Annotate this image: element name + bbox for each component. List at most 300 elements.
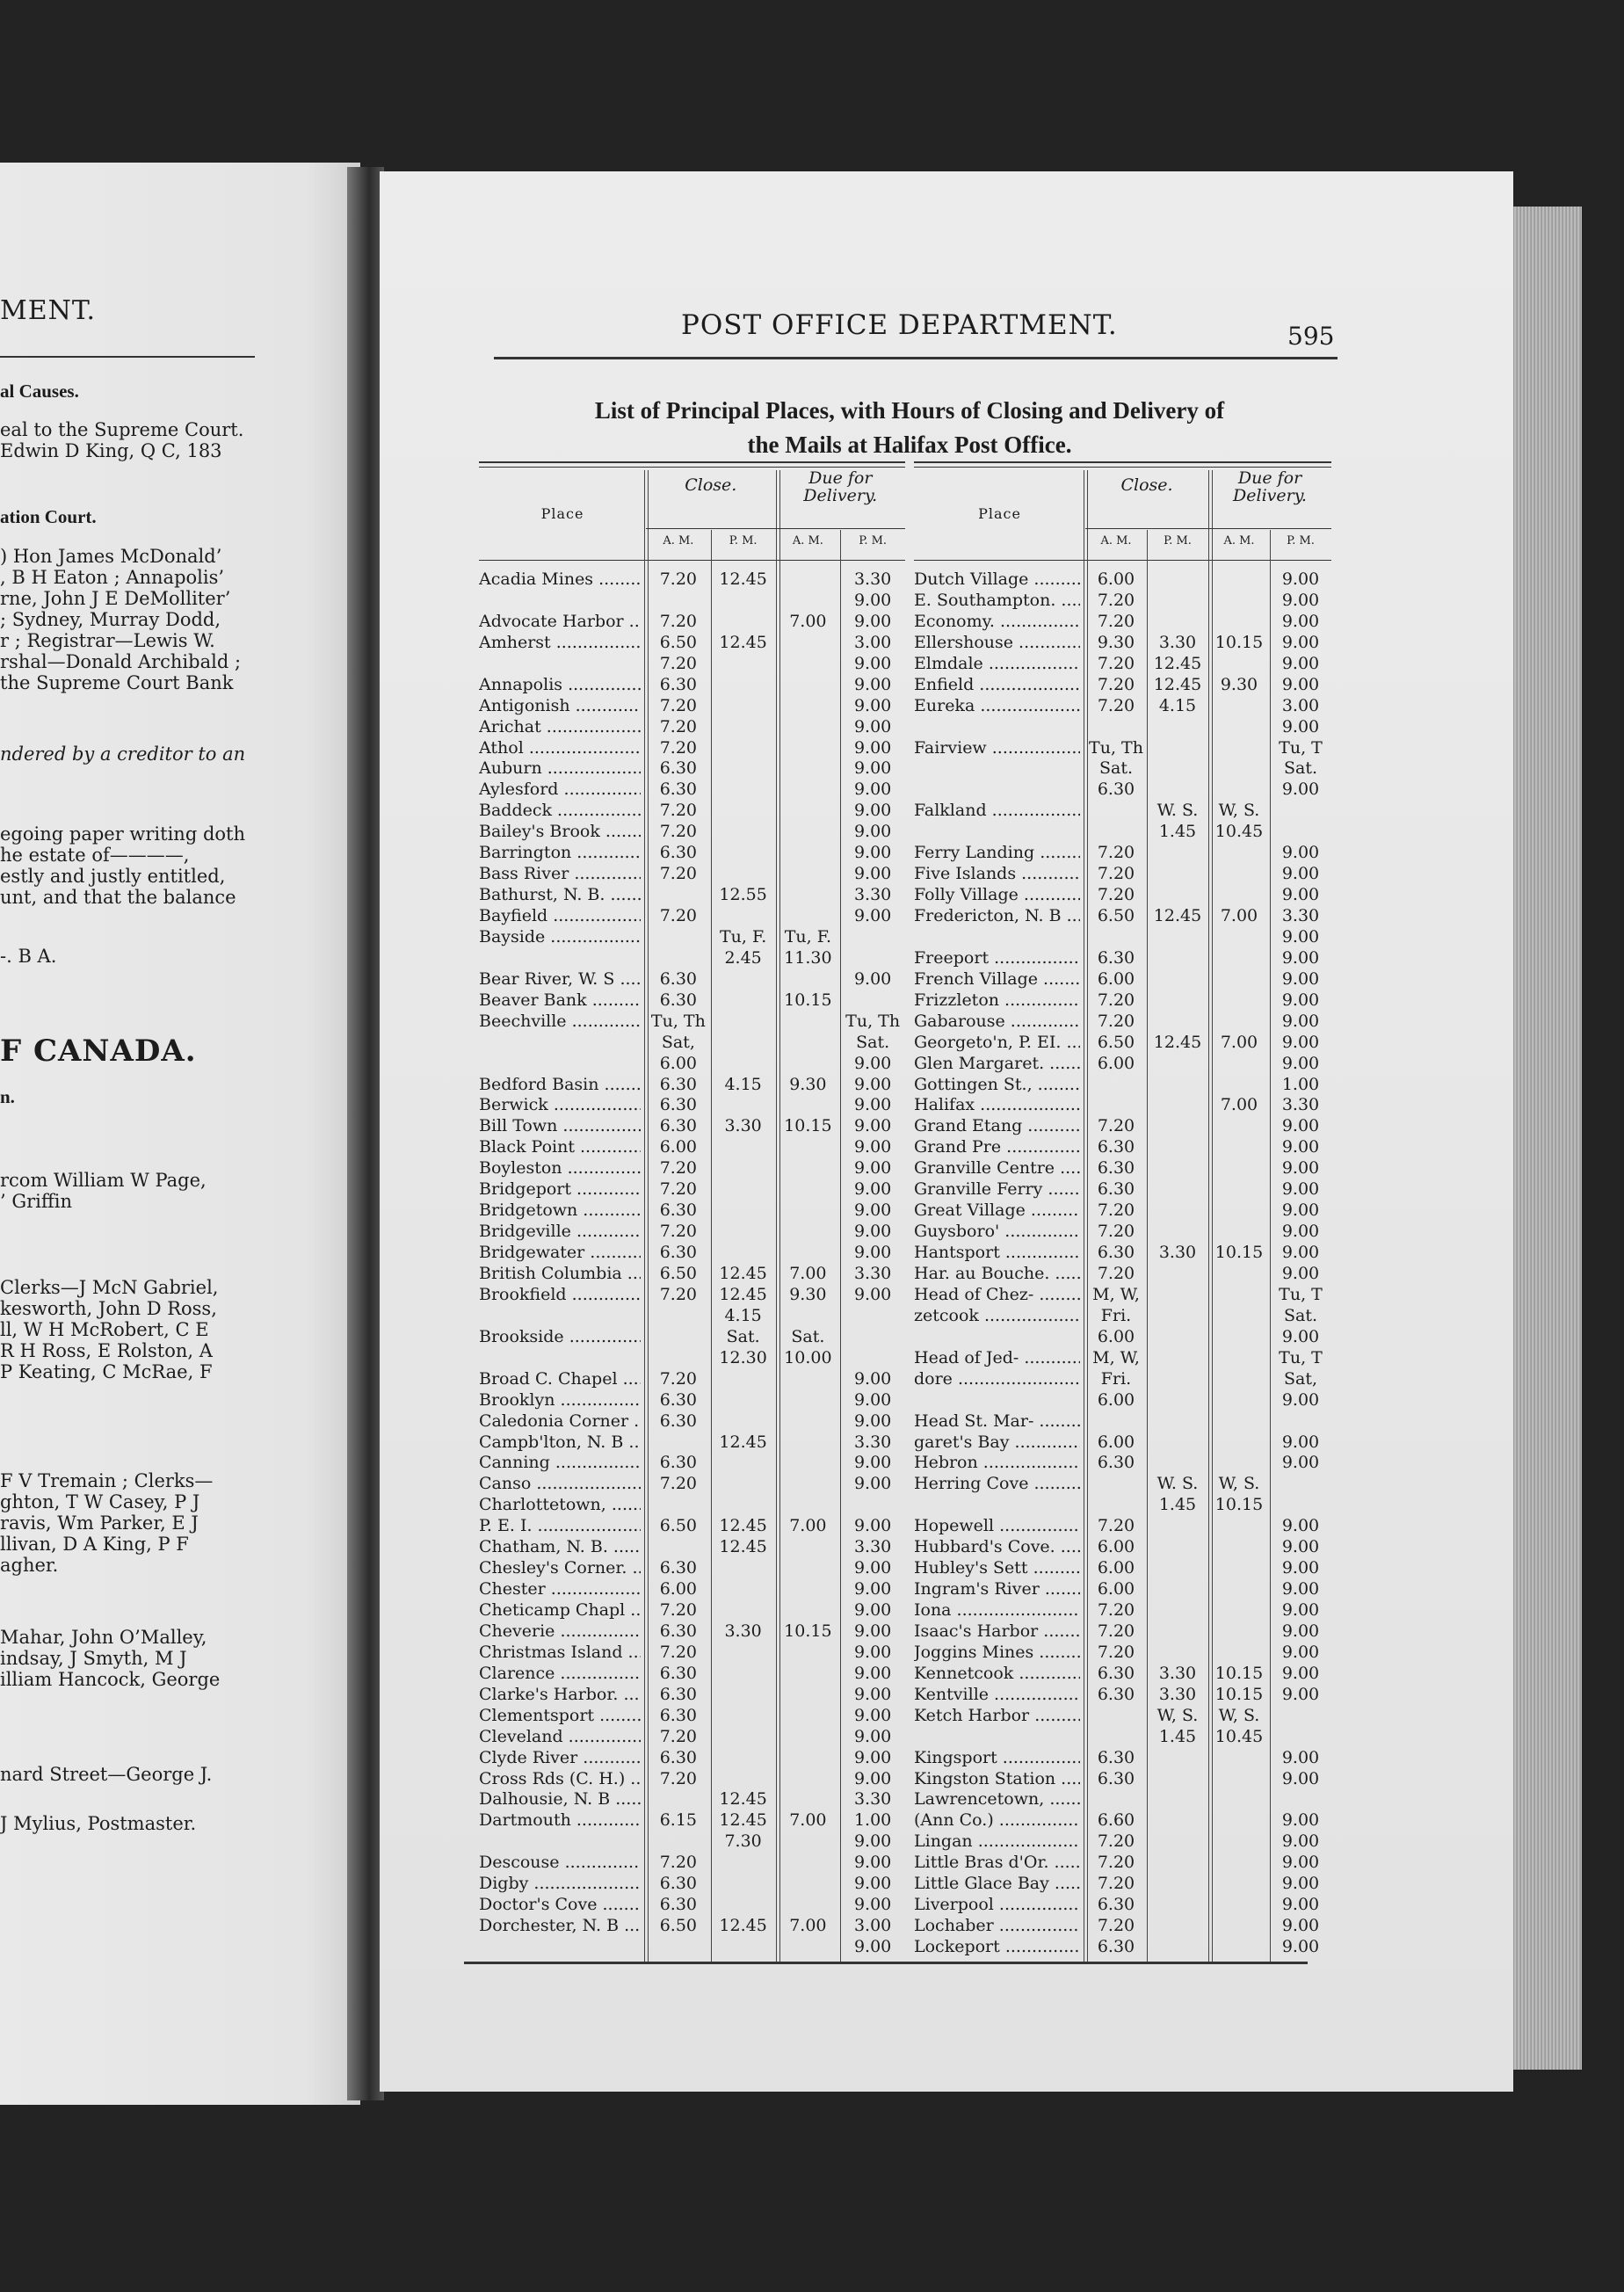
place-name: Canning ..... <box>479 1452 641 1473</box>
place-name: Falkland ..... <box>914 800 1080 821</box>
table-row <box>914 1810 1331 1831</box>
time-cell: 12.45 <box>719 1432 767 1452</box>
time-cell: 9.00 <box>853 716 892 736</box>
table-row <box>479 1074 905 1095</box>
place-name: Georgeto'n, P. EI. ..... <box>914 1032 1080 1053</box>
table-row <box>479 1473 905 1494</box>
time-cell: 9.00 <box>1281 843 1320 863</box>
time-cell: 7.20 <box>659 1222 698 1242</box>
place-name: Elmdale ..... <box>914 653 1080 674</box>
place-name: Bailey's Brook ..... <box>479 821 641 842</box>
time-cell: 9.00 <box>853 1642 892 1662</box>
time-cell: 7.20 <box>1097 885 1135 905</box>
table-row <box>479 1557 905 1578</box>
time-cell: 6.30 <box>659 1453 698 1473</box>
time-cell: 9.00 <box>853 801 892 821</box>
table-row <box>914 800 1331 821</box>
time-cell: 10.15 <box>1214 632 1264 652</box>
table-row <box>479 884 905 905</box>
time-cell: 7.20 <box>659 653 698 673</box>
place-name: Gottingen St., ..... <box>914 1074 1080 1095</box>
place-name: Cleveland ..... <box>479 1726 641 1747</box>
time-cell: 6.30 <box>659 843 698 863</box>
time-cell: 9.00 <box>853 1853 892 1873</box>
time-cell: 12.45 <box>1153 906 1202 926</box>
time-cell: 6.30 <box>1097 1179 1135 1200</box>
left-page-line: egoing paper writing doth <box>0 823 245 845</box>
time-cell: 1.00 <box>1281 1074 1320 1094</box>
table-row <box>479 1326 905 1347</box>
place-name: Campb'lton, N. B ..... <box>479 1432 641 1453</box>
time-cell: 7.20 <box>1097 990 1135 1010</box>
time-cell: 12.45 <box>1153 653 1202 673</box>
table-row <box>479 1263 905 1284</box>
table-row <box>914 1452 1331 1473</box>
time-cell: 9.00 <box>853 1453 892 1473</box>
left-page-line: agher. <box>0 1555 59 1576</box>
time-cell: 7.00 <box>789 1810 827 1831</box>
place-name: Grand Etang ..... <box>914 1115 1080 1136</box>
table-row <box>479 1452 905 1473</box>
time-cell: 9.00 <box>1281 1116 1320 1136</box>
table-top-rule <box>914 467 1331 468</box>
time-cell: 6.00 <box>1097 1432 1135 1452</box>
time-cell: Tu, F. <box>784 926 831 947</box>
place-name: Auburn ..... <box>479 758 641 779</box>
left-page-line: rcom William W Page, <box>0 1170 207 1191</box>
place-name: Hebron ..... <box>914 1452 1080 1473</box>
time-cell: 6.50 <box>659 632 698 652</box>
table-row <box>914 1263 1331 1284</box>
time-cell: 9.00 <box>1281 1243 1320 1263</box>
book-gutter <box>347 167 384 2100</box>
place-name: P. E. I. ..... <box>479 1515 641 1536</box>
time-cell: 9.00 <box>1281 1579 1320 1599</box>
place-name: Christmas Island ..... <box>479 1642 641 1663</box>
time-cell: 7.00 <box>789 1264 827 1283</box>
time-cell: 9.00 <box>1281 1326 1320 1346</box>
table-row <box>479 821 905 842</box>
place-name: Ingram's River ..... <box>914 1578 1080 1599</box>
table-row <box>914 1136 1331 1157</box>
table-row <box>479 1726 905 1747</box>
table-row <box>479 1642 905 1663</box>
time-cell: 10.15 <box>1214 1684 1264 1704</box>
time-cell: 9.00 <box>853 1243 892 1263</box>
time-cell: 12.45 <box>719 1537 767 1557</box>
time-cell: Fri. <box>1100 1368 1132 1389</box>
left-page-line: rshal—Donald Archibald ; <box>0 651 242 672</box>
time-cell: 7.00 <box>1220 1032 1258 1052</box>
time-cell: 6.00 <box>659 1137 698 1157</box>
time-cell: Sat. <box>726 1326 760 1346</box>
time-cell: 6.15 <box>659 1810 698 1831</box>
place-name: Great Village ..... <box>914 1200 1080 1221</box>
place-name: Cross Rds (C. H.) ..... <box>479 1768 641 1789</box>
table-row <box>914 779 1331 800</box>
time-cell: 9.00 <box>853 1284 892 1304</box>
table-row <box>914 1284 1331 1305</box>
time-cell: 6.30 <box>659 1116 698 1136</box>
table-row <box>479 1053 905 1074</box>
table-row <box>479 1810 905 1831</box>
table-row <box>479 1389 905 1411</box>
time-cell: 12.55 <box>719 885 767 905</box>
place-name: Chesley's Corner. ..... <box>479 1557 641 1578</box>
place-name: Descouse ..... <box>479 1852 641 1873</box>
table-row <box>479 1432 905 1453</box>
time-cell: 9.00 <box>853 1516 892 1536</box>
table-row <box>914 1242 1331 1263</box>
time-cell: 9.00 <box>1281 1389 1320 1410</box>
table-row <box>914 1642 1331 1663</box>
table-row <box>914 990 1331 1011</box>
time-cell: 7.20 <box>1097 674 1135 694</box>
table-row <box>914 1389 1331 1411</box>
left-page-line: the Supreme Court Bank <box>0 672 234 693</box>
table-row <box>479 1032 905 1053</box>
table-row <box>914 1053 1331 1074</box>
time-cell: 9.00 <box>1281 1937 1320 1957</box>
left-page-line: unt, and that the balance <box>0 887 236 908</box>
time-cell: 6.50 <box>1097 906 1135 926</box>
time-subheader: A. M. <box>1223 534 1255 548</box>
place-name: Grand Pre ..... <box>914 1136 1080 1157</box>
time-cell: 6.30 <box>659 1684 698 1704</box>
time-subheader: P. M. <box>859 534 888 548</box>
place-name: Barrington ..... <box>479 842 641 863</box>
time-cell: 12.45 <box>719 1789 767 1810</box>
table-row <box>914 695 1331 716</box>
time-cell: 10.15 <box>784 990 832 1010</box>
table-row <box>479 1663 905 1684</box>
time-cell: 10.15 <box>784 1116 832 1136</box>
time-cell: 9.00 <box>1281 653 1320 673</box>
place-name: Hubbard's Cove. ..... <box>914 1536 1080 1557</box>
table-row <box>914 1074 1331 1095</box>
table-row <box>479 1852 905 1873</box>
table-top-rule <box>479 467 905 468</box>
time-cell: 6.30 <box>659 968 698 989</box>
time-cell: Tu, Th <box>650 1011 706 1031</box>
time-cell: 7.20 <box>659 569 698 589</box>
header-bottom-rule <box>479 560 905 561</box>
time-cell: 6.30 <box>1097 1663 1135 1683</box>
time-cell: 7.20 <box>1097 843 1135 863</box>
table-row <box>914 1557 1331 1578</box>
time-cell: 9.00 <box>1281 611 1320 631</box>
time-cell: 6.30 <box>659 1747 698 1767</box>
time-cell: 10.45 <box>1214 1726 1264 1746</box>
left-page-line: MENT. <box>0 295 97 326</box>
table-row <box>479 1705 905 1726</box>
time-cell: 9.00 <box>853 843 892 863</box>
table-row <box>914 1032 1331 1053</box>
time-cell: 9.00 <box>1281 968 1320 989</box>
table-row <box>479 674 905 695</box>
place-name: dore ..... <box>914 1368 1080 1389</box>
time-cell: 6.00 <box>1097 1558 1135 1578</box>
place-name: Doctor's Cove ..... <box>479 1894 641 1915</box>
place-name: Five Islands ..... <box>914 863 1080 884</box>
place-name: Joggins Mines ..... <box>914 1642 1080 1663</box>
time-cell: M, W, <box>1092 1347 1140 1367</box>
table-row <box>914 1536 1331 1557</box>
place-name: Lochaber ..... <box>914 1915 1080 1936</box>
table-row <box>914 1599 1331 1621</box>
time-cell: 7.30 <box>724 1831 762 1852</box>
left-page-line: ll, W H McRobert, C E <box>0 1319 209 1340</box>
place-name: Clyde River ..... <box>479 1747 641 1768</box>
table-row <box>914 1305 1331 1326</box>
table-row <box>479 926 905 947</box>
table-top-rule <box>914 461 1331 463</box>
place-name: Bill Town ..... <box>479 1115 641 1136</box>
table-row <box>914 1473 1331 1494</box>
left-page-line: estly and justly entitled, <box>0 866 226 887</box>
time-cell: 9.00 <box>853 1621 892 1641</box>
table-row <box>914 1831 1331 1852</box>
time-cell: Tu, T <box>1279 1347 1323 1367</box>
place-name: French Village ..... <box>914 968 1080 990</box>
time-cell: 9.00 <box>1281 1810 1320 1831</box>
time-cell: Tu, T <box>1279 1284 1323 1304</box>
time-cell: 10.15 <box>1214 1495 1264 1515</box>
time-cell: 6.30 <box>1097 1453 1135 1473</box>
time-cell: 9.00 <box>853 864 892 884</box>
place-name: Berwick ..... <box>479 1094 641 1115</box>
right-table <box>914 461 1331 1964</box>
time-cell: 9.00 <box>1281 674 1320 694</box>
table-row <box>479 569 905 590</box>
time-cell: 9.00 <box>1281 590 1320 610</box>
left-page-line: ndered by a creditor to an <box>0 743 246 765</box>
time-cell: 10.45 <box>1214 822 1264 842</box>
table-row <box>479 758 905 779</box>
left-page-line: r ; Registrar—Lewis W. <box>0 630 215 651</box>
time-cell: 9.00 <box>853 695 892 715</box>
time-cell: 6.30 <box>1097 1895 1135 1915</box>
left-page-line: -. B A. <box>0 946 57 967</box>
time-cell: 7.20 <box>1097 695 1135 715</box>
left-page-line: illiam Hancock, George <box>0 1669 221 1690</box>
caption-line-1: List of Principal Places, with Hours of Closing and Delivery of <box>594 397 1225 424</box>
time-cell: W, S. <box>1218 1705 1260 1725</box>
time-cell: 3.00 <box>1281 695 1320 715</box>
time-cell: 9.00 <box>1281 1137 1320 1157</box>
left-page-line: nard Street—George J. <box>0 1764 213 1785</box>
left-page-line: eal to the Supreme Court. <box>0 419 244 440</box>
place-name: Bear River, W. S ..... <box>479 968 641 990</box>
place-name: Clarke's Harbor. ..... <box>479 1684 641 1705</box>
place-name: Beaver Bank ..... <box>479 990 641 1011</box>
time-cell: 9.00 <box>853 653 892 673</box>
time-cell: Sat, <box>661 1032 695 1052</box>
table-row <box>914 716 1331 737</box>
time-cell: 6.30 <box>1097 1243 1135 1263</box>
time-cell: 3.30 <box>724 1621 762 1641</box>
left-page-line: ’ Griffin <box>0 1191 73 1212</box>
time-cell: W. S. <box>1156 801 1199 821</box>
place-name: garet's Bay ..... <box>914 1432 1080 1453</box>
time-cell: 10.15 <box>1214 1243 1264 1263</box>
time-cell: W. S. <box>1156 1474 1199 1494</box>
table-row <box>914 737 1331 758</box>
table-row <box>914 842 1331 863</box>
place-name: Acadia Mines ..... <box>479 569 641 590</box>
time-cell: 9.00 <box>1281 990 1320 1010</box>
time-cell: 6.00 <box>659 1579 698 1599</box>
time-cell: 9.00 <box>853 758 892 779</box>
time-cell: Sat. <box>1098 758 1134 779</box>
place-name: Hubley's Sett ..... <box>914 1557 1080 1578</box>
time-cell: 9.00 <box>853 1831 892 1852</box>
time-cell: 4.15 <box>724 1074 762 1094</box>
place-name: Bridgeville ..... <box>479 1221 641 1242</box>
time-cell: 12.45 <box>1153 1032 1202 1052</box>
time-cell: 9.00 <box>853 1558 892 1578</box>
time-cell: 9.00 <box>853 1705 892 1725</box>
table-row <box>479 1200 905 1221</box>
time-cell: Fri. <box>1100 1305 1132 1325</box>
time-cell: 9.00 <box>853 1600 892 1621</box>
time-cell: 7.20 <box>659 716 698 736</box>
table-row <box>479 968 905 990</box>
table-row <box>479 1347 905 1368</box>
place-name: Fredericton, N. B ..... <box>914 905 1080 926</box>
time-cell: 9.00 <box>1281 1537 1320 1557</box>
place-name: Little Glace Bay ..... <box>914 1873 1080 1894</box>
time-cell: 6.50 <box>659 1516 698 1536</box>
table-row <box>914 1705 1331 1726</box>
table-row <box>914 1768 1331 1789</box>
time-cell: 7.20 <box>1097 653 1135 673</box>
left-page-line: rne, John J E DeMolliter’ <box>0 588 231 609</box>
time-cell: 12.45 <box>719 1916 767 1936</box>
table-row <box>914 1221 1331 1242</box>
place-name: zetcook ..... <box>914 1305 1080 1326</box>
place-name: Folly Village ..... <box>914 884 1080 905</box>
place-name: Broad C. Chapel ..... <box>479 1368 641 1389</box>
table-row <box>479 1621 905 1642</box>
time-cell: 7.00 <box>1220 1095 1258 1115</box>
time-cell: 7.20 <box>659 611 698 631</box>
time-cell: 6.30 <box>1097 1747 1135 1767</box>
time-cell: 9.00 <box>853 1200 892 1221</box>
time-cell: 9.00 <box>853 1474 892 1494</box>
place-name: Enfield ..... <box>914 674 1080 695</box>
place-name: Caledonia Corner ..... <box>479 1411 641 1432</box>
table-row <box>914 968 1331 990</box>
time-cell: 9.00 <box>853 1137 892 1157</box>
place-name: Aylesford ..... <box>479 779 641 800</box>
table-row <box>479 1115 905 1136</box>
time-cell: 7.20 <box>659 822 698 842</box>
table-row <box>914 1494 1331 1515</box>
place-name: Lawrencetown, ..... <box>914 1788 1080 1810</box>
table-row <box>479 1368 905 1389</box>
table-row <box>479 1788 905 1810</box>
time-cell: 9.00 <box>853 1179 892 1200</box>
left-page-line: n. <box>0 1086 15 1107</box>
header-bottom-rule <box>914 560 1331 561</box>
left-page-line: ravis, Wm Parker, E J <box>0 1512 199 1534</box>
table-row <box>479 800 905 821</box>
left-page-line: P Keating, C McRae, F <box>0 1361 213 1382</box>
time-cell: 9.00 <box>1281 1200 1320 1221</box>
time-cell: 1.00 <box>853 1810 892 1831</box>
table-row <box>479 1684 905 1705</box>
left-page-line: ) Hon James McDonald’ <box>0 546 222 567</box>
time-cell: 6.30 <box>659 780 698 800</box>
table-row <box>479 990 905 1011</box>
time-cell: 6.50 <box>659 1264 698 1283</box>
time-cell: 9.00 <box>853 1074 892 1094</box>
place-name: Brookside ..... <box>479 1326 641 1347</box>
time-cell: 7.00 <box>789 1916 827 1936</box>
time-cell: 10.15 <box>784 1621 832 1641</box>
place-name: Charlottetown, ..... <box>479 1494 641 1515</box>
time-cell: 9.00 <box>1281 864 1320 884</box>
time-cell: 9.00 <box>853 1411 892 1431</box>
subheader-rule <box>646 528 905 529</box>
time-subheader: P. M. <box>1287 534 1315 548</box>
place-name: Hantsport ..... <box>914 1242 1080 1263</box>
table-row <box>914 1621 1331 1642</box>
time-cell: 7.20 <box>1097 1853 1135 1873</box>
time-cell: 6.30 <box>659 758 698 779</box>
place-name: Annapolis ..... <box>479 674 641 695</box>
time-cell: 3.30 <box>1281 1095 1320 1115</box>
time-cell: 6.30 <box>659 990 698 1010</box>
running-head: POST OFFICE DEPARTMENT. <box>681 309 1118 341</box>
time-cell: 9.00 <box>1281 1453 1320 1473</box>
table-row <box>479 632 905 653</box>
place-name: Arichat ..... <box>479 716 641 737</box>
time-cell: 6.00 <box>1097 1537 1135 1557</box>
close-header: Close. <box>1120 475 1173 495</box>
place-name: Kentville ..... <box>914 1684 1080 1705</box>
table-row <box>479 737 905 758</box>
place-header: Place <box>978 505 1021 522</box>
time-cell: 9.00 <box>1281 716 1320 736</box>
page-number: 595 <box>1287 322 1335 351</box>
time-cell: 9.00 <box>1281 1831 1320 1852</box>
time-cell: 7.20 <box>1097 1621 1135 1641</box>
left-page-line: ; Sydney, Murray Dodd, <box>0 609 221 630</box>
table-row <box>914 926 1331 947</box>
time-cell: 3.30 <box>853 1537 892 1557</box>
table-row <box>479 1179 905 1200</box>
left-page-line: , B H Eaton ; Annapolis’ <box>0 567 225 588</box>
time-cell: 7.00 <box>1220 906 1258 926</box>
time-cell: 7.20 <box>1097 1264 1135 1283</box>
time-cell: 6.30 <box>659 1621 698 1641</box>
place-name: Fairview ..... <box>914 737 1080 758</box>
place-name: Lockeport ..... <box>914 1936 1080 1957</box>
time-cell: Sat, <box>1283 1368 1318 1389</box>
time-cell: 9.00 <box>1281 1853 1320 1873</box>
time-cell: Sat. <box>856 1032 890 1052</box>
time-cell: 6.00 <box>1097 569 1135 589</box>
left-page-line: Edwin D King, Q C, 183 <box>0 440 222 461</box>
time-cell: 9.00 <box>853 1663 892 1683</box>
time-cell: 3.30 <box>724 1116 762 1136</box>
table-row <box>479 695 905 716</box>
time-cell: 4.15 <box>1158 695 1197 715</box>
table-row <box>479 1915 905 1936</box>
place-name: Head of Jed- ..... <box>914 1347 1080 1368</box>
